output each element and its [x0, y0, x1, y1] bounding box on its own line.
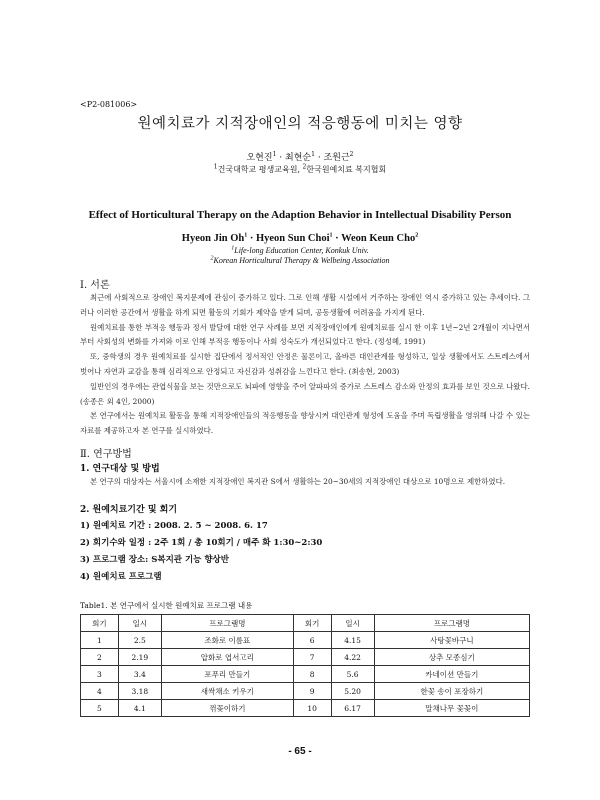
author-sup: 1: [329, 232, 333, 239]
author-sup: 1: [244, 232, 248, 239]
table-row: [81, 666, 530, 683]
paragraph: 최근에 사회적으로 장애인 복지문제에 관심이 증가하고 있다. 그로 인해 생활 시설에서 거주하는 장애인 역시 증가하고 있는 추세이다. 그러나 이러한 공간에서 생활을 하게 되면 활동의 기회가 제약을 받게 되며, 공동생활에 어려움을 가지게 된다.: [80, 293, 530, 317]
korean-authors: [0, 150, 600, 163]
affil-sup: 2: [302, 163, 307, 171]
subsection-heading-subjects: 1. 연구대상 및 방법: [80, 464, 160, 474]
table-cell: 3.4: [118, 666, 161, 683]
author-sup: 2: [349, 151, 354, 158]
table-cell: 6.17: [331, 700, 374, 717]
author-name: Hyeon Sun Choi: [255, 233, 330, 244]
period-list: [80, 518, 322, 586]
table-cell: 말채나무 꽃꽂이: [374, 700, 529, 717]
table-row: [81, 649, 530, 666]
column-header: 일시: [331, 615, 374, 632]
table-cell: 7: [293, 649, 331, 666]
table-cell: 2: [81, 649, 119, 666]
column-header: 회기: [293, 615, 331, 632]
table-cell: 한꽃 송이 포장하기: [374, 683, 529, 700]
table-cell: 9: [293, 683, 331, 700]
affil-text: 건국대학교 평생교육원,: [217, 165, 300, 174]
list-item: 1) 원예치료 기간 : 2008. 2. 5 ~ 2008. 6. 17: [80, 521, 268, 531]
korean-affiliations: [0, 164, 600, 175]
table-cell: 압화로 엽서고리: [161, 649, 293, 666]
table-header-row: [81, 615, 530, 632]
section-heading-methods: Ⅱ. 연구방법: [80, 449, 132, 460]
author-sup: 1: [272, 151, 277, 158]
column-header: 프로그램명: [374, 615, 529, 632]
korean-title: 원예치료가 지적장애인의 적응행동에 미치는 영향: [137, 116, 463, 132]
column-header: 프로그램명: [161, 615, 293, 632]
list-item: 2) 회기수와 일정 : 2주 1회 / 총 10회기 / 매주 화 1:30~2:30: [80, 538, 323, 548]
paragraph: 원예치료를 통한 부적응 행동과 정서 발달에 대한 연구 사례를 보면 지적장애인에게 원예치료를 실시 한 이후 1년~2년 2개월이 지나면서부터 사회성의 변화를 가져와 이로 인해 부적응 행동이나 사회 성숙도가 개선되었다고 한다. (정성혜, 1991): [80, 322, 530, 347]
table-cell: 1: [81, 632, 119, 649]
author-name: 오현진: [246, 153, 273, 163]
introduction-body: [80, 291, 530, 439]
author-sup: 1: [311, 151, 315, 158]
section-heading-introduction: Ⅰ. 서론: [80, 280, 110, 291]
paragraph: 일반인의 경우에는 관엽식물을 보는 것만으로도 뇌파에 영향을 주어 알파파의 증가로 스트레스 감소와 안정의 효과를 보인 것으로 나왔다. (송종은 외 4인, 2000): [80, 381, 530, 406]
table-cell: 3.18: [118, 683, 161, 700]
english-authors: [0, 233, 600, 244]
table-cell: 10: [293, 700, 331, 717]
affil-sup: 1: [213, 163, 218, 171]
author-name: 조원근: [323, 153, 350, 163]
table-cell: 2.5: [118, 632, 161, 649]
program-table: [80, 614, 530, 717]
author-name: Hyeon Jin Oh: [181, 233, 245, 244]
author-sup: 2: [415, 232, 419, 239]
list-item: 3) 프로그램 장소: S복지관 기능 향상반: [80, 555, 229, 565]
table-row: [81, 683, 530, 700]
table-cell: 포푸리 만들기: [161, 666, 293, 683]
author-separator: ·: [335, 233, 339, 244]
table-cell: 4.1: [118, 700, 161, 717]
affil-text: 한국원예치료 복지협회: [306, 165, 387, 174]
table-cell: 새싹채소 키우기: [161, 683, 293, 700]
table-cell: 조화로 이름표: [161, 632, 293, 649]
table-cell: 꺾꽂이하기: [161, 700, 293, 717]
author-name: 최현순: [285, 153, 312, 163]
table-cell: 8: [293, 666, 331, 683]
table-cell: 4: [81, 683, 119, 700]
column-header: 회기: [81, 615, 119, 632]
table-cell: 6: [293, 632, 331, 649]
table-row: [81, 700, 530, 717]
table-cell: 5: [81, 700, 119, 717]
author-separator: ·: [279, 153, 283, 163]
table-cell: 2.19: [118, 649, 161, 666]
table-cell: 상추 모종심기: [374, 649, 529, 666]
english-title: Effect of Horticultural Therapy on the Adaption Behavior in Intellectual Disability Person: [88, 209, 512, 221]
table-cell: 4.15: [331, 632, 374, 649]
table-cell: 5.20: [331, 683, 374, 700]
subsection-heading-period: 2. 원예치료기간 및 회기: [80, 505, 178, 515]
english-affiliation-1: [0, 246, 600, 255]
author-name: Weon Keun Cho: [341, 233, 416, 244]
english-affiliation-2: [0, 256, 600, 265]
subjects-body: [80, 475, 530, 490]
list-item: 4) 원예치료 프로그램: [80, 572, 162, 582]
affil-sup: 1: [231, 245, 235, 252]
table-cell: 카네이션 만들기: [374, 666, 529, 683]
paragraph: 본 연구에서는 원예치료 활동을 통해 지적장애인들의 적응행동을 향상시켜 대인관계 형성에 도움을 주며 독립생활을 영위해 나갈 수 있는 자료를 제공하고자 본 연구를 실시하였다.: [80, 411, 530, 436]
affil-text: Korean Horticultural Therapy & Welbeing Association: [213, 256, 390, 265]
table-caption: Table1. 본 연구에서 실시한 원예치료 프로그램 내용: [80, 601, 253, 610]
table-cell: 5.6: [331, 666, 374, 683]
paragraph: 또, 중학생의 경우 원예치료를 실시한 집단에서 정서적인 안정은 물론이고, 올바른 대인관계를 형성하고, 일상 생활에서도 스트레스에서 벗어나 자연과 교감을 통해 심리적으로 안정되고 자신감과 성취감을 느낀다고 한다. (최송현, 2003): [80, 352, 530, 376]
affil-sup: 2: [210, 255, 214, 262]
table-cell: 4.22: [331, 649, 374, 666]
page-number: - 65 -: [288, 746, 312, 757]
author-separator: ·: [249, 233, 254, 244]
table-cell: 사탕꽃바구니: [374, 632, 529, 649]
affil-text: Life-long Education Center, Konkuk Univ.: [234, 246, 369, 255]
table-cell: 3: [81, 666, 119, 683]
table-row: [81, 632, 530, 649]
paragraph: 본 연구의 대상자는 서울시에 소재한 지적장애인 복지관 S에서 생활하는 20~30세의 지적장애인 대상으로 10명으로 제한하였다.: [90, 477, 506, 486]
column-header: 일시: [118, 615, 161, 632]
paper-code: <P2-081006>: [80, 100, 138, 109]
author-separator: ·: [317, 153, 321, 163]
